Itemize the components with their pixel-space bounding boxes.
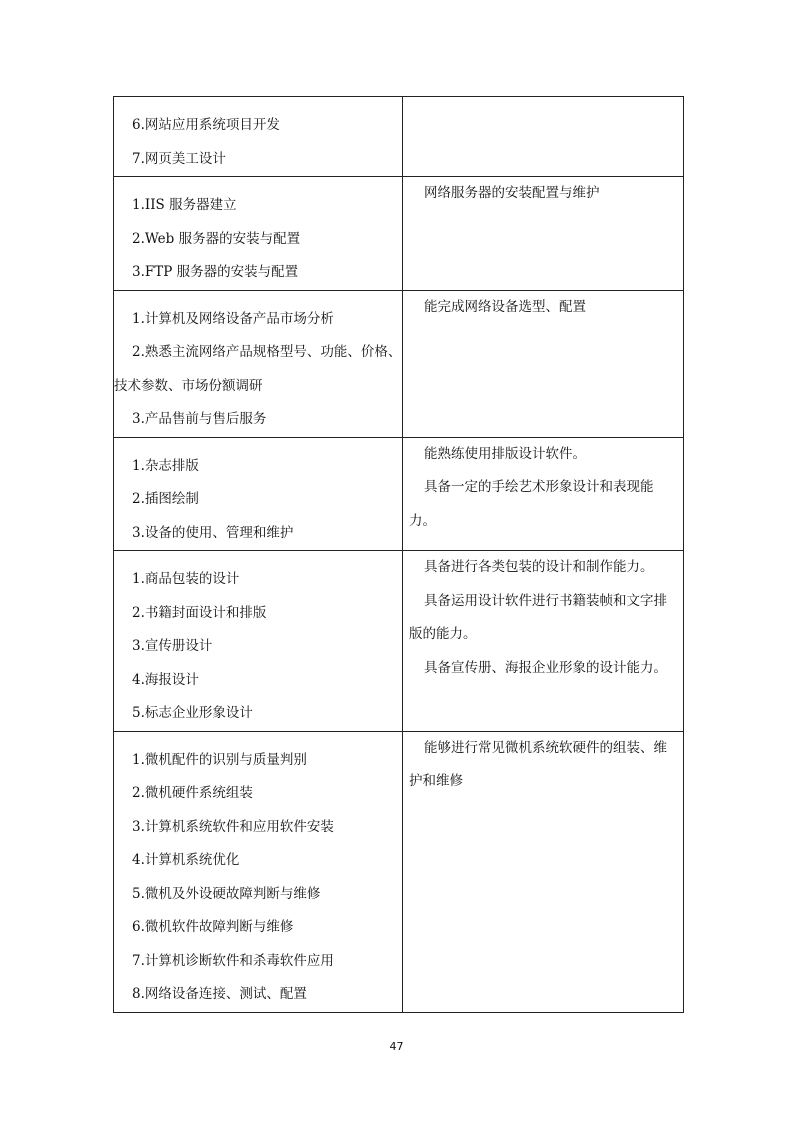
ability-cell	[403, 437, 684, 551]
task-line: 1.杂志排版	[132, 457, 199, 474]
task-line: 6.微机软件故障判断与维修	[132, 919, 294, 935]
task-cell	[114, 177, 403, 291]
ability-cell	[403, 97, 684, 177]
task-line: 1.微机配件的识别与质量判别	[132, 751, 307, 768]
task-cell	[114, 97, 403, 177]
task-cell	[114, 551, 403, 732]
task-line: 1.计算机及网络设备产品市场分析	[132, 310, 334, 327]
task-line: 3.设备的使用、管理和维护	[132, 524, 294, 541]
task-line: 6.网站应用系统项目开发	[132, 117, 280, 133]
ability-cell	[403, 731, 684, 1012]
ability-text: 能熟练使用排版设计软件。	[424, 445, 586, 462]
task-line: 5.微机及外设硬故障判断与维修	[132, 885, 321, 902]
task-line: 7.网页美工设计	[132, 150, 226, 167]
task-line: 3.计算机系统软件和应用软件安装	[132, 818, 334, 835]
task-line: 2.熟悉主流网络产品规格型号、功能、价格、	[132, 344, 402, 360]
task-line: 1.商品包装的设计	[132, 571, 240, 587]
task-line: 4.计算机系统优化	[132, 852, 240, 868]
task-line: 1.IIS 服务器建立	[132, 197, 237, 213]
task-line: 7.计算机诊断软件和杀毒软件应用	[132, 952, 334, 969]
ability-text: 网络服务器的安装配置与维护	[424, 185, 600, 201]
task-line: 2.书籍封面设计和排版	[132, 604, 267, 621]
ability-text: 具备进行各类包装的设计和制作能力。	[424, 559, 654, 575]
task-line: 2.微机硬件系统组装	[132, 785, 253, 801]
task-line: 2.Web 服务器的安装与配置	[132, 230, 301, 247]
task-line: 4.海报设计	[132, 671, 199, 688]
ability-text: 能够进行常见微机系统软硬件的组装、维护和维修	[409, 739, 667, 789]
task-cell	[114, 437, 403, 551]
content-table	[113, 96, 684, 1013]
task-cell	[114, 290, 403, 437]
table-row	[114, 290, 684, 437]
table-row	[114, 437, 684, 551]
ability-text: 具备运用设计软件进行书籍装帧和文字排版的能力。	[409, 592, 667, 642]
ability-cell	[403, 290, 684, 437]
page-number: 47	[389, 1040, 404, 1053]
table-row	[114, 97, 684, 177]
task-line: 8.网络设备连接、测试、配置	[132, 986, 307, 1002]
ability-text: 具备宣传册、海报企业形象的设计能力。	[424, 659, 667, 676]
ability-cell	[403, 551, 684, 732]
ability-cell	[403, 177, 684, 291]
task-line: 3.FTP 服务器的安装与配置	[132, 264, 299, 280]
task-line: 2.插图绘制	[132, 491, 199, 507]
task-line: 3.宣传册设计	[132, 638, 213, 654]
task-line: 3.产品售前与售后服务	[132, 411, 267, 427]
ability-text: 具备一定的手绘艺术形象设计和表现能力。	[409, 479, 654, 529]
task-cell	[114, 731, 403, 1012]
table-row	[114, 731, 684, 1012]
table-row	[114, 177, 684, 291]
task-line: 技术参数、市场份额调研	[114, 377, 263, 394]
table-row	[114, 551, 684, 732]
ability-text: 能完成网络设备选型、配置	[424, 298, 586, 315]
task-line: 5.标志企业形象设计	[132, 705, 253, 721]
